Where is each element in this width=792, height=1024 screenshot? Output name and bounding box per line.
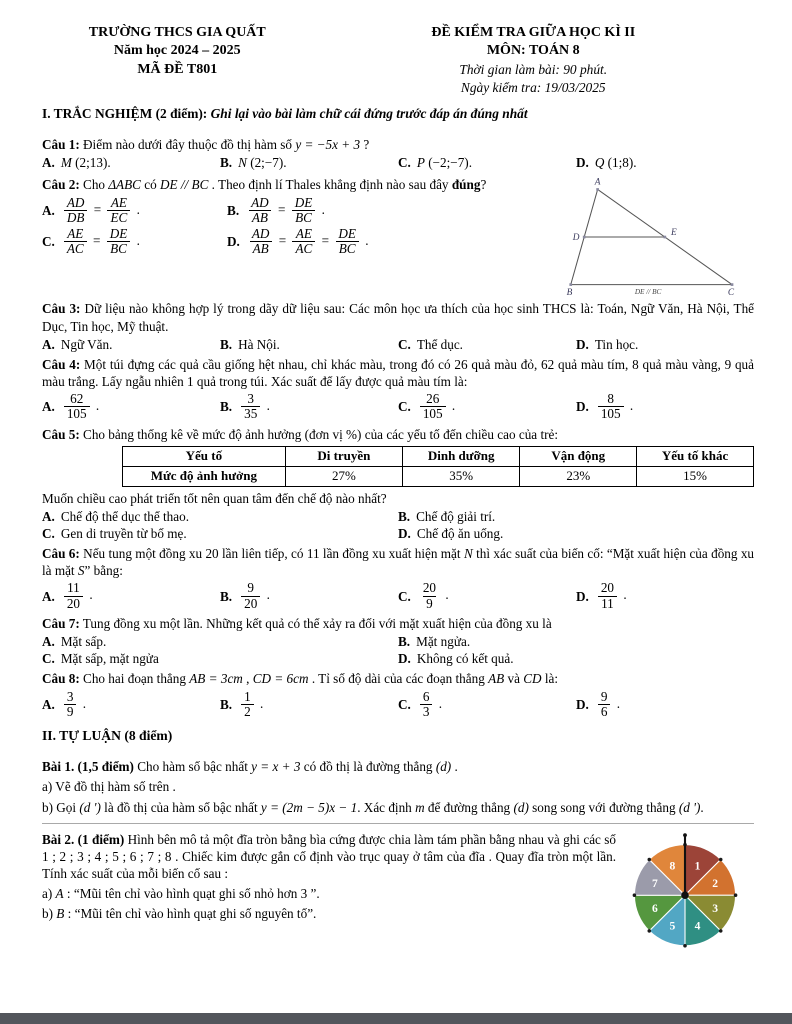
option-text: Tin học. [594, 336, 639, 352]
option-key: C. [42, 651, 55, 667]
question-1-text: Điểm nào dưới đây thuộc đồ thị hàm số y = −5x + 3 ? [79, 137, 370, 153]
option-1d [576, 154, 754, 171]
exam-header [42, 24, 754, 96]
exam-title: ĐỀ KIỂM TRA GIỮA HỌC KÌ II [431, 25, 636, 40]
option-text: $\frac{9}{20}$ . [238, 580, 270, 612]
option-text: $\frac{9}{6}$ . [595, 689, 620, 721]
option-key: C. [398, 399, 411, 415]
option-1a [42, 154, 220, 171]
section-divider [42, 823, 754, 824]
option-3c [398, 336, 576, 353]
option-text: $\frac{AE}{AC}$ = $\frac{DE}{BC}$ . [61, 226, 140, 258]
table-header-cell: Di truyền [285, 446, 402, 466]
point-d-label: D [572, 233, 580, 244]
option-7a [42, 633, 398, 650]
option-text: P (−2;−7). [416, 155, 472, 171]
bai-1-part-b: b) Gọi (d ') là đồ thị của hàm số bậc nhất y = (2m − 5)x − 1. Xác định m để đường thẳng (d) song song với đường thẳng (d '). [42, 799, 704, 815]
option-3a [42, 336, 220, 353]
spinner-number-3: 3 [712, 901, 719, 915]
table-data-row [123, 466, 754, 486]
option-text: Chế độ giải trí. [416, 508, 496, 524]
table-header-cell: Dinh dưỡng [403, 446, 520, 466]
spinner-axis [681, 891, 689, 899]
bai-1-label: Bài 1. (1,5 điểm) [42, 759, 134, 775]
option-key: D. [576, 336, 589, 352]
question-8 [42, 670, 754, 687]
option-key: A. [42, 155, 55, 171]
question-8-text: Cho hai đoạn thẳng AB = 3cm , CD = 6cm . Tỉ số độ dài của các đoạn thẳng AB và CD là: [79, 671, 559, 687]
bai-1-text: Cho hàm số bậc nhất y = x + 3 có đồ thị là đường thẳng (d) . [133, 759, 458, 775]
option-key: D. [576, 588, 589, 604]
option-6c [398, 580, 576, 612]
option-text: Gen di truyền từ bố mẹ. [60, 525, 187, 541]
section1-heading-row [42, 105, 754, 122]
option-5d [398, 525, 754, 542]
question-6-text: Nếu tung một đồng xu 20 lần liên tiếp, có 11 lần đồng xu xuất hiện mặt N thì xác suất của biến cố: “Mặt xuất hiện của đồng xu là mặt S” bằng: [42, 546, 755, 579]
question-2-content [42, 173, 556, 259]
spinner-svg [625, 832, 745, 950]
option-8c [398, 689, 576, 721]
question-3-label: Câu 3: [42, 301, 81, 317]
vertex-a-label: A [594, 177, 601, 188]
option-key: C. [42, 525, 55, 541]
option-text: N (2;−7). [238, 155, 287, 171]
option-key: D. [576, 696, 589, 712]
option-key: B. [220, 336, 233, 352]
option-7c [42, 650, 398, 667]
question-2 [42, 176, 556, 193]
question-1-options [42, 154, 754, 171]
question-7-options [42, 633, 754, 667]
option-text: Không có kết quả. [416, 651, 514, 667]
header-left [42, 24, 313, 96]
question-1 [42, 136, 754, 153]
option-text: $\frac{AD}{AB}$ = $\frac{DE}{BC}$ . [245, 195, 325, 227]
option-text: Mặt ngửa. [416, 634, 471, 650]
question-2-options [42, 195, 556, 258]
exam-duration: Thời gian làm bài: 90 phút. [459, 61, 608, 77]
table-cell: 15% [637, 466, 754, 486]
option-text: $\frac{AD}{DB}$ = $\frac{AE}{EC}$ . [61, 195, 140, 227]
option-key: D. [576, 155, 589, 171]
question-2-label: Câu 2: [42, 177, 80, 193]
option-6d [576, 580, 754, 612]
question-3 [42, 300, 754, 334]
option-text: Ngữ Văn. [60, 336, 113, 352]
option-text: M (2;13). [60, 155, 111, 171]
exam-code: MÃ ĐỀ T801 [137, 61, 218, 77]
option-8a [42, 689, 220, 721]
spinner-number-7: 7 [651, 876, 658, 890]
option-2b [227, 195, 556, 227]
option-6a [42, 580, 220, 612]
table-cell: 35% [403, 466, 520, 486]
option-text: $\frac{1}{2}$ . [238, 689, 263, 721]
spinner-number-1: 1 [694, 859, 701, 873]
triangle-figure [556, 173, 754, 297]
bai-2-part-b: b) B : “Mũi tên chỉ vào hình quạt ghi số nguyên tố”. [42, 906, 317, 922]
option-key: A. [42, 202, 55, 218]
option-key: C. [398, 155, 411, 171]
option-key: A. [42, 508, 55, 524]
option-text: $\frac{20}{11}$ . [595, 580, 627, 612]
option-3b [220, 336, 398, 353]
question-3-options [42, 336, 754, 353]
option-text: Chế độ ăn uống. [416, 525, 504, 541]
bai-2 [42, 831, 616, 882]
question-6 [42, 545, 754, 579]
option-text: $\frac{3}{9}$ . [61, 689, 86, 721]
option-key: C. [398, 588, 411, 604]
question-4-label: Câu 4: [42, 356, 81, 372]
option-4d [576, 391, 754, 423]
spinner-number-8: 8 [669, 859, 676, 873]
option-key: D. [227, 234, 240, 250]
option-6b [220, 580, 398, 612]
section1-heading: I. TRẮC NGHIỆM (2 điểm): [42, 106, 208, 122]
option-key: B. [220, 588, 233, 604]
bai-1 [42, 758, 754, 775]
spinner-figure [616, 828, 754, 950]
option-key: D. [398, 525, 411, 541]
question-5-options [42, 508, 754, 542]
page-bottom-edge [0, 1013, 792, 1024]
option-4a [42, 391, 220, 423]
parallel-caption: DE // BC [634, 288, 662, 297]
option-text: $\frac{3}{35}$ . [238, 391, 270, 423]
option-text: $\frac{8}{105}$ . [595, 391, 633, 423]
triangle-svg [564, 175, 746, 297]
option-8b [220, 689, 398, 721]
question-5-label: Câu 5: [42, 426, 80, 442]
question-8-label: Câu 8: [42, 671, 80, 687]
option-key: B. [398, 634, 411, 650]
option-key: A. [42, 634, 55, 650]
vertex-b-label: B [566, 288, 573, 298]
option-7d [398, 650, 754, 667]
school-year: Năm học 2024 – 2025 [113, 43, 241, 59]
bai-2-label: Bài 2. (1 điểm) [42, 831, 125, 847]
option-key: D. [398, 651, 411, 667]
bai-2-part-a: a) A : “Mũi tên chỉ vào hình quạt ghi số nhỏ hơn 3 ”. [42, 886, 320, 902]
option-key: B. [220, 696, 233, 712]
option-5c [42, 525, 398, 542]
option-text: $\frac{20}{9}$ . [422, 580, 449, 611]
bai-2-block [42, 828, 754, 950]
header-right [313, 24, 754, 96]
table-row-label: Mức độ ảnh hưởng [123, 466, 286, 486]
influence-table [122, 446, 754, 487]
question-5 [42, 426, 754, 443]
option-1c [398, 154, 576, 171]
option-text: $\frac{62}{105}$ . [61, 391, 99, 423]
option-key: A. [42, 696, 55, 712]
question-7-text: Tung đồng xu một lần. Những kết quả có thể xảy ra đối với mặt xuất hiện của đồng xu là [79, 615, 552, 631]
bai-1-part-a: a) Vẽ đồ thị hàm số trên . [42, 779, 176, 795]
option-key: A. [42, 588, 55, 604]
question-2-block [42, 173, 754, 297]
section1-note: Ghi lại vào bài làm chữ cái đứng trước đáp án đúng nhất [210, 106, 528, 122]
question-4-options [42, 391, 754, 423]
question-5-sub: Muốn chiều cao phát triển tốt nên quan tâm đến chế độ nào nhất? [42, 490, 387, 506]
exam-date: Ngày kiểm tra: 19/03/2025 [460, 79, 606, 95]
spinner-number-2: 2 [712, 876, 719, 890]
option-7b [398, 633, 754, 650]
section2-heading: II. TỰ LUẬN (8 điểm) [42, 728, 173, 744]
option-text: Mặt sấp, mặt ngửa [60, 651, 159, 667]
option-key: A. [42, 336, 55, 352]
spinner-number-6: 6 [651, 901, 658, 915]
option-5b [398, 508, 754, 525]
question-7-label: Câu 7: [42, 615, 80, 631]
option-8d [576, 689, 754, 721]
bai-2-text: Hình bên mô tả một đĩa tròn bằng bìa cứng được chia làm tám phần bằng nhau và ghi các số 1 ; 2 ; 3 ; 4 ; 5 ; 6 ; 7 ; 8 . Chiếc kim được gắn cố định vào trục quay ở tâm của đĩa . Quay đĩa tròn một lần. Tính xác suất của mỗi biến cố sau : [42, 831, 616, 882]
table-cell: 27% [285, 466, 402, 486]
option-key: D. [576, 399, 589, 415]
table-header-cell: Yếu tố khác [637, 446, 754, 466]
option-text: $\frac{AD}{AB}$ = $\frac{AE}{AC}$ = $\frac{DE}{BC}$ . [246, 226, 369, 258]
table-cell: 23% [520, 466, 637, 486]
option-text: $\frac{11}{20}$ . [61, 580, 93, 612]
option-2d [227, 226, 556, 258]
question-4 [42, 356, 754, 390]
table-header-cell: Vận động [520, 446, 637, 466]
option-key: B. [220, 155, 233, 171]
option-text: Chế độ thể dục thể thao. [60, 508, 190, 524]
option-3d [576, 336, 754, 353]
question-6-label: Câu 6: [42, 546, 80, 562]
option-key: B. [227, 202, 240, 218]
option-5a [42, 508, 398, 525]
spinner-number-4: 4 [694, 919, 701, 933]
option-4c [398, 391, 576, 423]
option-key: B. [220, 399, 233, 415]
question-1-label: Câu 1: [42, 137, 80, 153]
question-3-text: Dữ liệu nào không hợp lý trong dãy dữ liệu sau: Các môn học ưa thích của học sinh THCS là: Toán, Ngữ Văn, Hà Nội, Thể Dục, Tin học, Mỹ thuật. [42, 301, 755, 334]
spinner-number-5: 5 [669, 919, 676, 933]
option-key: B. [398, 508, 411, 524]
option-text: Q (1;8). [594, 155, 637, 171]
option-text: Mặt sấp. [60, 634, 107, 650]
table-header-cell: Yếu tố [123, 446, 286, 466]
question-8-options [42, 689, 754, 721]
option-text: $\frac{6}{3}$ . [417, 689, 442, 721]
option-text: Hà Nội. [238, 336, 280, 352]
option-text: $\frac{26}{105}$ . [417, 391, 455, 423]
vertex-c-label: C [727, 288, 735, 298]
question-6-options [42, 580, 754, 612]
question-7 [42, 615, 754, 632]
question-2-text: Cho ΔABC có DE // BC . Theo định lí Thales khẳng định nào sau đây đúng? [79, 177, 487, 193]
option-2c [42, 226, 227, 258]
question-5-text: Cho bảng thống kê về mức độ ảnh hưởng (đơn vị %) của các yếu tố đến chiều cao của trẻ: [79, 426, 559, 442]
school-name: TRƯỜNG THCS GIA QUẤT [88, 25, 266, 40]
option-4b [220, 391, 398, 423]
option-key: C. [42, 234, 55, 250]
table-header-row [123, 446, 754, 466]
option-key: A. [42, 399, 55, 415]
question-4-text: Một túi đựng các quả cầu giống hệt nhau, chỉ khác màu, trong đó có 26 quả màu đỏ, 62 quả màu tím, 8 quả màu vàng, 9 quả màu trắng. Lấy ngẫu nhiên 1 quả trong túi. Xác suất để lấy được quả màu tím là: [42, 356, 755, 390]
option-text: Thể dục. [416, 336, 463, 352]
option-key: C. [398, 336, 411, 352]
option-1b [220, 154, 398, 171]
option-key: C. [398, 696, 411, 712]
option-2a [42, 195, 227, 227]
point-e-label: E [671, 228, 677, 239]
bai-2-content [42, 828, 616, 924]
exam-subject: MÔN: TOÁN 8 [486, 43, 580, 59]
